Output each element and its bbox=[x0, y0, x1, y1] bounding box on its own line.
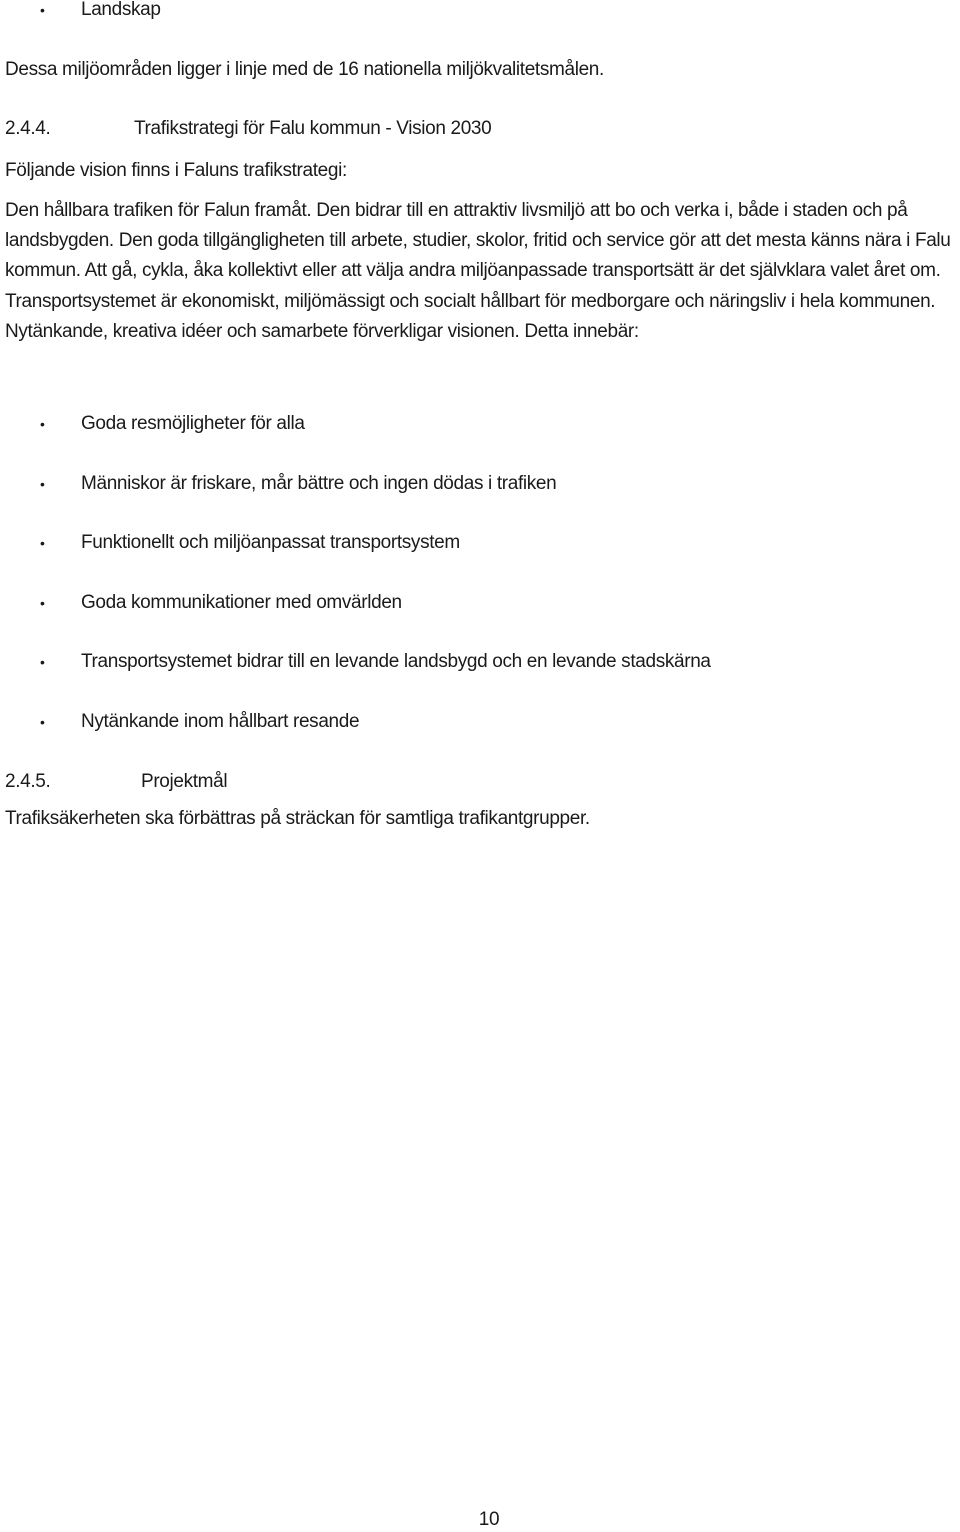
section-number: 2.4.5. bbox=[5, 771, 51, 792]
intro-line: Dessa miljöområden ligger i linje med de 16 nationella miljökvalitetsmålen. bbox=[5, 59, 604, 80]
list-item-text: Goda resmöjligheter för alla bbox=[81, 413, 305, 434]
section-number: 2.4.4. bbox=[5, 118, 51, 139]
list-item-text: Funktionellt och miljöanpassat transportsystem bbox=[81, 532, 460, 553]
page-number: 10 bbox=[478, 1509, 500, 1530]
project-goal-text: Trafiksäkerheten ska förbättras på sträckan för samtliga trafikantgrupper. bbox=[5, 808, 590, 829]
vision-paragraph: Den hållbara trafiken för Falun framåt. Den bidrar till en attraktiv livsmiljö att bo och verka i, både i staden och på landsbygden. Den goda tillgängligheten till arbete, studier, skolor, fritid och service gör att det mesta känns nära i Falu kommun. Att gå, cykla, åka kollektivt eller att välja andra miljöanpassade transportsätt är det självklara valet året om. Transportsystemet är ekonomiskt, miljömässigt och socialt hållbart för medborgare och näringsliv i hela kommunen. Nytänkande, kreativa idéer och samarbete förverkligar visionen. Detta innebär: bbox=[5, 200, 951, 342]
bullet-icon: • bbox=[40, 476, 45, 492]
bullet-icon: • bbox=[40, 535, 45, 551]
list-item-text: Nytänkande inom hållbart resande bbox=[81, 711, 360, 732]
bullet-icon: • bbox=[40, 654, 45, 670]
section-title: Projektmål bbox=[141, 771, 228, 792]
list-item-text: Landskap bbox=[81, 0, 161, 20]
section-title: Trafikstrategi för Falu kommun - Vision 2030 bbox=[134, 118, 492, 139]
vision-intro: Följande vision finns i Faluns trafikstrategi: bbox=[5, 160, 347, 181]
list-item-text: Människor är friskare, mår bättre och ingen dödas i trafiken bbox=[81, 473, 557, 494]
list-item-text: Goda kommunikationer med omvärlden bbox=[81, 592, 402, 613]
bullet-icon: • bbox=[40, 714, 45, 730]
bullet-icon: • bbox=[40, 595, 45, 611]
list-item-text: Transportsystemet bidrar till en levande landsbygd och en levande stadskärna bbox=[81, 651, 711, 672]
bullet-icon: • bbox=[40, 2, 45, 18]
bullet-icon: • bbox=[40, 416, 45, 432]
